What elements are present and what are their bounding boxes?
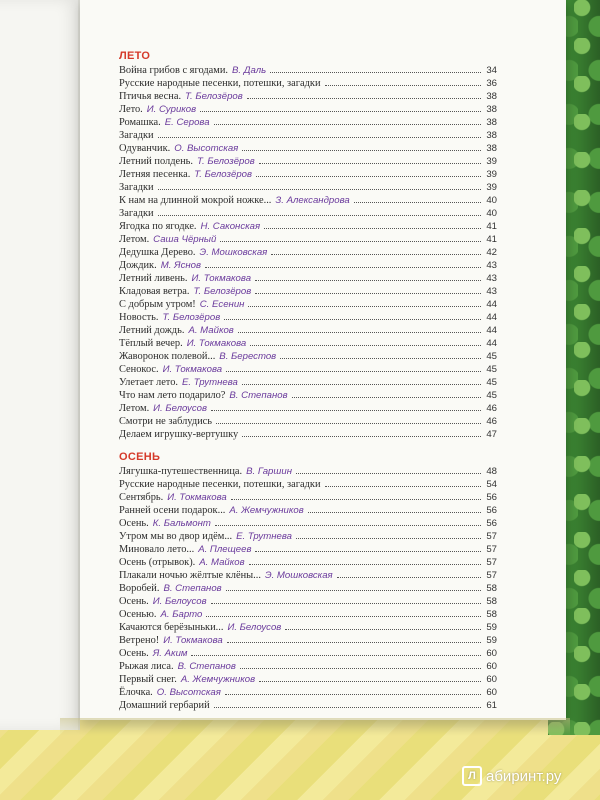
entry-author: А. Жемчужников (180, 674, 256, 685)
entry-title: Домашний гербарий (119, 700, 210, 711)
entry-author: Т. Белозёров (185, 91, 243, 102)
toc-entry (119, 363, 497, 376)
dot-leader (158, 137, 481, 138)
entry-author: Н. Саконская (200, 221, 261, 232)
entry-page-number: 60 (486, 661, 497, 672)
entry-title: Смотри не заблудись (119, 416, 213, 427)
dot-leader (250, 345, 481, 346)
entry-author: Т. Белозёров (197, 156, 255, 167)
entry-title: Сенокос. (119, 364, 159, 375)
dot-leader (255, 280, 481, 281)
entry-author: И. Токмакова (191, 273, 252, 284)
dot-leader (280, 358, 481, 359)
toc-entry (119, 168, 497, 181)
entry-page-number: 38 (486, 117, 497, 128)
entry-author: И. Белоусов (153, 403, 207, 414)
entry-title: Осень. (119, 648, 149, 659)
entry-author: Я. Аким (152, 648, 188, 659)
entry-page-number: 43 (486, 286, 497, 297)
entry-author: Э. Мошковская (199, 247, 268, 258)
entry-author: И. Суриков (146, 104, 197, 115)
entry-page-number: 45 (486, 390, 497, 401)
toc-entry (119, 595, 497, 608)
toc-entry (119, 491, 497, 504)
entry-page-number: 38 (486, 130, 497, 141)
entry-title: Война грибов с ягодами. (119, 65, 228, 76)
entry-title: Качаются берёзыньки... (119, 622, 224, 633)
entry-title: Загадки (119, 208, 154, 219)
entry-title: Одуванчик. (119, 143, 171, 154)
entry-title: Ёлочка. (119, 687, 153, 698)
entry-page-number: 58 (486, 583, 497, 594)
entry-page-number: 56 (486, 518, 497, 529)
entry-page-number: 40 (486, 195, 497, 206)
dot-leader (255, 551, 481, 552)
dot-leader (225, 694, 481, 695)
entry-author: В. Даль (231, 65, 267, 76)
toc-entry (119, 428, 497, 441)
toc-entry (119, 478, 497, 491)
toc-entry (119, 324, 497, 337)
entry-title: Осень (отрывок). (119, 557, 196, 568)
entry-author: А. Майков (188, 325, 234, 336)
dot-leader (242, 150, 481, 151)
entry-page-number: 39 (486, 169, 497, 180)
entry-title: Миновало лето... (119, 544, 195, 555)
toc-entry (119, 116, 497, 129)
entry-page-number: 42 (486, 247, 497, 258)
entry-page-number: 59 (486, 622, 497, 633)
entry-page-number: 61 (486, 700, 497, 711)
dot-leader (224, 319, 481, 320)
toc-entry (119, 465, 497, 478)
entry-page-number: 57 (486, 544, 497, 555)
dot-leader (226, 371, 481, 372)
entry-title: Сентябрь. (119, 492, 164, 503)
toc-entry (119, 90, 497, 103)
section-heading: ЛЕТО (119, 50, 151, 62)
toc-entry (119, 608, 497, 621)
dot-leader (240, 668, 481, 669)
toc-entry (119, 556, 497, 569)
toc-entry (119, 543, 497, 556)
entry-page-number: 43 (486, 260, 497, 271)
entry-page-number: 59 (486, 635, 497, 646)
entry-title: Летом. (119, 403, 150, 414)
entry-author: Саша Чёрный (153, 234, 217, 245)
entry-author: О. Высотская (174, 143, 239, 154)
toc-entry (119, 272, 497, 285)
toc-entry (119, 181, 497, 194)
toc-entry (119, 530, 497, 543)
dot-leader (259, 681, 481, 682)
entry-author: Е. Трутнева (236, 531, 292, 542)
entry-page-number: 58 (486, 609, 497, 620)
entry-title: К нам на длинной мокрой ножке... (119, 195, 272, 206)
entry-title: Загадки (119, 182, 154, 193)
entry-author: В. Степанов (229, 390, 288, 401)
entry-page-number: 41 (486, 234, 497, 245)
entry-page-number: 56 (486, 492, 497, 503)
dot-leader (248, 306, 481, 307)
entry-author: С. Есенин (199, 299, 245, 310)
entry-author: А. Майков (199, 557, 245, 568)
entry-title: Лягушка-путешественница. (119, 466, 243, 477)
dot-leader (206, 616, 481, 617)
entry-title: Первый снег. (119, 674, 177, 685)
entry-title: Что нам лето подарило? (119, 390, 226, 401)
entry-title: Ветрено! (119, 635, 160, 646)
entry-title: Лето. (119, 104, 143, 115)
entry-title: Русские народные песенки, потешки, загадки (119, 479, 321, 490)
toc-entry (119, 350, 497, 363)
entry-title: Новость. (119, 312, 159, 323)
page-shadow (60, 718, 570, 736)
entry-page-number: 58 (486, 596, 497, 607)
entry-page-number: 54 (486, 479, 497, 490)
entry-title: Ранней осени подарок... (119, 505, 226, 516)
dot-leader (296, 538, 481, 539)
dot-leader (214, 707, 481, 708)
toc-entry (119, 77, 497, 90)
entry-title: Русские народные песенки, потешки, загадки (119, 78, 321, 89)
entry-title: Утром мы во двор идём... (119, 531, 233, 542)
entry-author: А. Плещеев (198, 544, 252, 555)
toc-entry (119, 686, 497, 699)
entry-title: Кладовая ветра. (119, 286, 190, 297)
entry-page-number: 45 (486, 364, 497, 375)
entry-title: Ягодка по ягодке. (119, 221, 197, 232)
entry-page-number: 36 (486, 78, 497, 89)
toc-entry (119, 389, 497, 402)
dot-leader (271, 254, 481, 255)
entry-author: И. Токмакова (162, 364, 223, 375)
toc-entry (119, 504, 497, 517)
section-heading: ОСЕНЬ (119, 451, 161, 463)
entry-page-number: 38 (486, 91, 497, 102)
dot-leader (296, 473, 481, 474)
entry-author: Т. Белозёров (194, 169, 253, 180)
dot-leader (264, 228, 481, 229)
toc-entry (119, 582, 497, 595)
entry-title: Летний ливень. (119, 273, 188, 284)
toc-entry (119, 142, 497, 155)
entry-page-number: 45 (486, 377, 497, 388)
entry-page-number: 43 (486, 273, 497, 284)
toc-entry (119, 194, 497, 207)
entry-page-number: 60 (486, 674, 497, 685)
dot-leader (231, 499, 481, 500)
entry-author: Т. Белозёров (162, 312, 221, 323)
toc-entry (119, 376, 497, 389)
entry-page-number: 40 (486, 208, 497, 219)
toc-entry (119, 259, 497, 272)
entry-title: Тёплый вечер. (119, 338, 183, 349)
toc-entry (119, 233, 497, 246)
dot-leader (270, 72, 481, 73)
entry-title: Осень. (119, 518, 149, 529)
entry-title: Летом. (119, 234, 150, 245)
dot-leader (242, 436, 481, 437)
toc-entry (119, 673, 497, 686)
entry-page-number: 45 (486, 351, 497, 362)
entry-author: Э. Мошковская (264, 570, 333, 581)
entry-title: Воробей. (119, 583, 160, 594)
toc-entry (119, 647, 497, 660)
toc-entry (119, 634, 497, 647)
entry-title: Дедушка Дерево. (119, 247, 196, 258)
toc-entry (119, 337, 497, 350)
entry-page-number: 44 (486, 299, 497, 310)
entry-page-number: 60 (486, 687, 497, 698)
toc-entry (119, 220, 497, 233)
dot-leader (200, 111, 481, 112)
dot-leader (285, 629, 481, 630)
entry-author: И. Белоусов (152, 596, 207, 607)
entry-page-number: 39 (486, 156, 497, 167)
entry-page-number: 39 (486, 182, 497, 193)
entry-author: И. Токмакова (163, 635, 223, 646)
toc-entry (119, 660, 497, 673)
dot-leader (337, 577, 481, 578)
entry-page-number: 56 (486, 505, 497, 516)
watermark-text: абиринт.ру (486, 767, 562, 785)
left-page-edge (0, 0, 80, 730)
toc-entry (119, 129, 497, 142)
entry-title: Летний дождь. (119, 325, 185, 336)
dot-leader (292, 397, 481, 398)
entry-title: Летний полдень. (119, 156, 194, 167)
entry-page-number: 60 (486, 648, 497, 659)
toc-entry (119, 103, 497, 116)
entry-author: А. Жемчужников (229, 505, 304, 516)
entry-page-number: 47 (486, 429, 497, 440)
dot-leader (325, 85, 481, 86)
toc-entry (119, 415, 497, 428)
dot-leader (211, 603, 481, 604)
entry-title: Осенью. (119, 609, 157, 620)
entry-author: Е. Трутнева (182, 377, 238, 388)
entry-author: М. Яснов (160, 260, 201, 271)
entry-title: Дождик. (119, 260, 157, 271)
entry-title: Ромашка. (119, 117, 161, 128)
dot-leader (216, 423, 481, 424)
toc-entry (119, 569, 497, 582)
entry-title: Улетает лето. (119, 377, 179, 388)
entry-author: Е. Серова (164, 117, 210, 128)
toc-entry (119, 699, 497, 712)
entry-author: В. Степанов (177, 661, 236, 672)
dot-leader (227, 642, 481, 643)
labirint-logo-icon: Л (462, 766, 482, 786)
toc-entry (119, 621, 497, 634)
entry-page-number: 41 (486, 221, 497, 232)
dot-leader (249, 564, 481, 565)
dot-leader (158, 215, 481, 216)
dot-leader (242, 384, 481, 385)
entry-author: Т. Белозёров (193, 286, 252, 297)
entry-author: В. Гаршин (246, 466, 292, 477)
entry-page-number: 44 (486, 325, 497, 336)
table-of-contents (119, 48, 497, 712)
entry-title: Загадки (119, 130, 154, 141)
entry-title: Летняя песенка. (119, 169, 191, 180)
dot-leader (308, 512, 481, 513)
dot-leader (220, 241, 481, 242)
entry-title: Осень. (119, 596, 149, 607)
entry-author: О. Высотская (156, 687, 221, 698)
entry-title: Жаворонок полевой... (119, 351, 216, 362)
entry-author: З. Александрова (275, 195, 350, 206)
dot-leader (325, 486, 481, 487)
toc-entry (119, 155, 497, 168)
toc-entry (119, 402, 497, 415)
dot-leader (238, 332, 481, 333)
dot-leader (226, 590, 481, 591)
dot-leader (211, 410, 481, 411)
entry-page-number: 44 (486, 312, 497, 323)
entry-author: И. Белоусов (227, 622, 282, 633)
toc-entry (119, 311, 497, 324)
entry-page-number: 38 (486, 143, 497, 154)
dot-leader (215, 525, 481, 526)
entry-page-number: 46 (486, 403, 497, 414)
entry-page-number: 38 (486, 104, 497, 115)
entry-page-number: 48 (486, 466, 497, 477)
toc-entry (119, 64, 497, 77)
entry-author: В. Степанов (163, 583, 222, 594)
entry-author: И. Токмакова (186, 338, 247, 349)
watermark (462, 766, 561, 786)
toc-entry (119, 517, 497, 530)
entry-title: Птичья весна. (119, 91, 182, 102)
dot-leader (158, 189, 481, 190)
dot-leader (354, 202, 481, 203)
entry-author: К. Бальмонт (152, 518, 211, 529)
entry-page-number: 44 (486, 338, 497, 349)
entry-author: В. Берестов (219, 351, 277, 362)
entry-title: Рыжая лиса. (119, 661, 174, 672)
entry-title: Плакали ночью жёлтые клёны... (119, 570, 261, 581)
dot-leader (205, 267, 481, 268)
entry-page-number: 46 (486, 416, 497, 427)
entry-page-number: 34 (486, 65, 497, 76)
dot-leader (191, 655, 481, 656)
dot-leader (214, 124, 481, 125)
entry-page-number: 57 (486, 531, 497, 542)
entry-author: И. Токмакова (167, 492, 227, 503)
dot-leader (259, 163, 481, 164)
toc-entry (119, 298, 497, 311)
entry-page-number: 57 (486, 570, 497, 581)
dot-leader (255, 293, 481, 294)
toc-entry (119, 246, 497, 259)
dot-leader (247, 98, 481, 99)
toc-entry (119, 285, 497, 298)
entry-title: Делаем игрушку-вертушку (119, 429, 239, 440)
entry-page-number: 57 (486, 557, 497, 568)
dot-leader (256, 176, 481, 177)
toc-entry (119, 207, 497, 220)
entry-title: С добрым утром! (119, 299, 196, 310)
entry-author: А. Барто (160, 609, 203, 620)
